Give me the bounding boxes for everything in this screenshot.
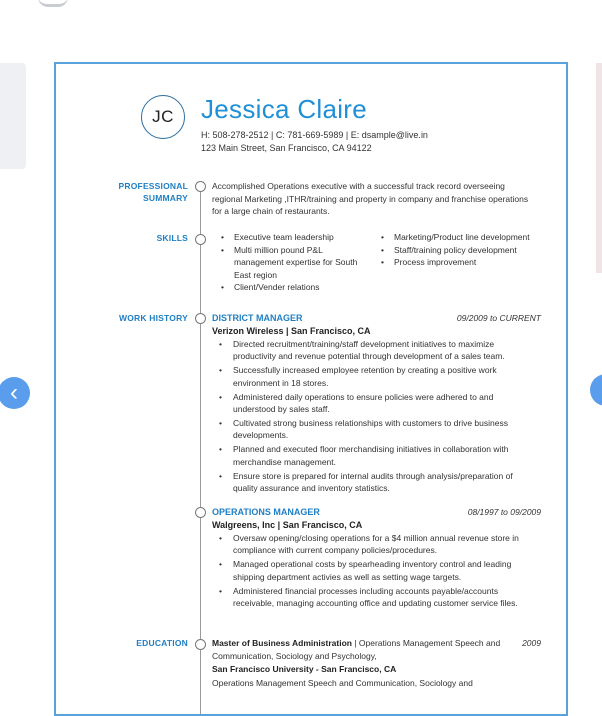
- education-degree-line: [212, 637, 512, 662]
- skill-item: • Multi million pound P&L management expertise for South East region: [221, 244, 371, 282]
- section-label-skills: SKILLS: [156, 233, 188, 243]
- section-label-education: EDUCATION: [136, 638, 188, 648]
- summary-label-line-1: PROFESSIONAL: [118, 181, 188, 191]
- job-title: OPERATIONS MANAGER: [212, 507, 320, 517]
- skill-item: • Executive team leadership: [221, 231, 371, 244]
- education-year: 2009: [522, 638, 541, 648]
- job-bullet: • Administered daily operations to ensure policies were adhered to and understood by sales staff.: [219, 391, 534, 416]
- previous-card-preview[interactable]: [0, 63, 26, 169]
- job-bullet: • Ensure store is prepared for internal audits through analysis/preparation of quality assurance and inventory statistics.: [219, 470, 534, 495]
- chevron-left-icon: ‹: [10, 379, 18, 406]
- next-card-preview[interactable]: [596, 63, 602, 273]
- job-bullet: • Cultivated strong business relationships with customers to drive business developments.: [219, 417, 534, 442]
- job-bullet: • Managed operational costs by spearheading inventory control and leading shipping department activies as well as setting wage targets.: [219, 558, 534, 583]
- section-timeline: [200, 188, 201, 716]
- timeline-dot-education: [195, 639, 206, 650]
- education-degree: Master of Business Administration: [212, 638, 352, 648]
- job-bullet: • Oversaw opening/closing operations for a $4 million annual revenue store in compliance with current company policies/procedures.: [219, 532, 534, 557]
- carousel-next-button[interactable]: [590, 374, 602, 406]
- contact-phone-email: H: 508-278-2512 | C: 781-669-5989 | E: dsample@live.in: [201, 130, 428, 140]
- job-title: DISTRICT MANAGER: [212, 313, 303, 323]
- timeline-dot-job-2: [195, 507, 206, 518]
- contact-address: 123 Main Street, San Francisco, CA 94122: [201, 143, 372, 153]
- skills-column-2: [381, 231, 541, 269]
- job-company: Walgreens, Inc | San Francisco, CA: [212, 520, 363, 530]
- previous-card-edge: [38, 0, 68, 7]
- timeline-dot-skills: [195, 234, 206, 245]
- education-detail: Operations Management Speech and Communication, Sociology and: [212, 678, 473, 688]
- job-bullet: • Directed recruitment/training/staff development initiatives to maximize productivity and revenue potential through development of a sales team.: [219, 338, 534, 363]
- skills-column-1: [221, 231, 371, 294]
- carousel-prev-button[interactable]: [0, 377, 30, 409]
- skill-item: • Marketing/Product line development: [381, 231, 541, 244]
- candidate-name: Jessica Claire: [201, 94, 368, 124]
- job-company: Verizon Wireless | San Francisco, CA: [212, 326, 371, 336]
- summary-text: Accomplished Operations executive with a successful track record overseeing regional Marketing ,ITHR/training and property in company and franchise operations for a large chain of restaurants.: [212, 181, 529, 217]
- job-dates: 08/1997 to 09/2009: [467, 507, 541, 517]
- job-bullet: • Planned and executed floor merchandising initiatives in collaboration with merchandise management.: [219, 443, 534, 468]
- timeline-dot-job-1: [195, 313, 206, 324]
- monogram-badge: JC: [141, 95, 185, 139]
- timeline-dot-summary: [195, 181, 206, 192]
- job-dates: 09/2009 to CURRENT: [456, 313, 541, 323]
- section-label-work-history: WORK HISTORY: [119, 313, 188, 323]
- job-bullets: [219, 532, 534, 611]
- summary-label-line-2: SUMMARY: [143, 193, 188, 203]
- contact-block: [201, 129, 428, 155]
- skill-item: • Process improvement: [381, 256, 541, 269]
- section-label-summary: [119, 180, 188, 204]
- resume-preview-card[interactable]: [54, 62, 568, 716]
- education-school: San Francisco University - San Francisco, CA: [212, 664, 397, 674]
- education-fields: | Operations Management Speech and Communication, Sociology and Psychology,: [212, 638, 501, 661]
- job-bullet: • Administered financial processes including accounts payable/accounts receivable, managing accounting office and updating customer service files.: [219, 585, 534, 610]
- skill-item: • Staff/training policy development: [381, 244, 541, 257]
- job-bullet: • Successfully increased employee retention by creating a positive work environment in 18 stores.: [219, 364, 534, 389]
- job-bullets: [219, 338, 534, 496]
- skill-item: • Client/Vender relations: [221, 281, 371, 294]
